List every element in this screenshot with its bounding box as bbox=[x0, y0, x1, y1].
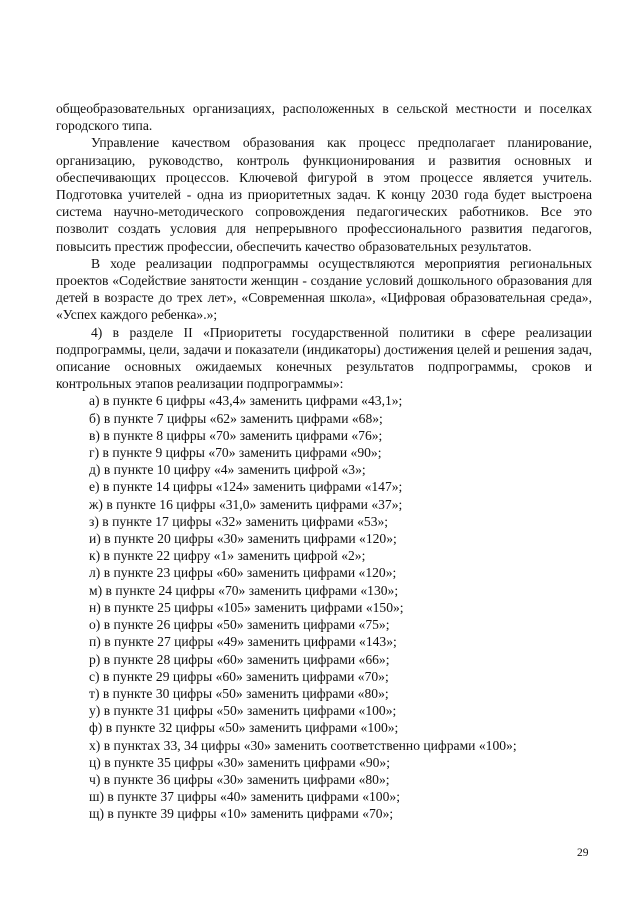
list-item: с) в пункте 29 цифры «60» заменить цифрами «70»; bbox=[89, 668, 389, 684]
list-item: з) в пункте 17 цифры «32» заменить цифрами «53»; bbox=[89, 513, 389, 529]
list-item: к) в пункте 22 цифру «1» заменить цифрой «2»; bbox=[89, 548, 366, 564]
document-page bbox=[56, 100, 592, 823]
list-item: а) в пункте 6 цифры «43,4» заменить цифрами «43,1»; bbox=[89, 393, 403, 409]
paragraph-quality-management: Управление качеством образования как процесс предполагает планирование, организацию, руководство, контроль функционирования и развития основных и обеспечивающих процессов. Ключевой фигурой в этом процессе является учитель. Подготовка учителей - одна из приоритетных задач. К концу 2030 года будет выстроена система научно-методического сопровождения педагогических работников. Все это позволит создать условия для непрерывного профессионального развития педагогов, повысить престиж профессии, обеспечить качество образовательных результатов. bbox=[56, 135, 592, 254]
list-item: щ) в пункте 39 цифры «10» заменить цифрами «70»; bbox=[89, 806, 394, 822]
list-item: п) в пункте 27 цифры «49» заменить цифрами «143»; bbox=[89, 634, 397, 650]
list-item: ч) в пункте 36 цифры «30» заменить цифрами «80»; bbox=[89, 771, 390, 787]
list-item: д) в пункте 10 цифру «4» заменить цифрой «3»; bbox=[89, 462, 366, 478]
list-item: о) в пункте 26 цифры «50» заменить цифрами «75»; bbox=[89, 617, 390, 633]
list-item: ф) в пункте 32 цифры «50» заменить цифрами «100»; bbox=[89, 720, 399, 736]
amendment-list bbox=[56, 392, 592, 822]
list-item: р) в пункте 28 цифры «60» заменить цифрами «66»; bbox=[89, 651, 390, 667]
list-item: ш) в пункте 37 цифры «40» заменить цифрами «100»; bbox=[89, 789, 400, 805]
list-item: б) в пункте 7 цифры «62» заменить цифрами «68»; bbox=[89, 410, 383, 426]
list-item: м) в пункте 24 цифры «70» заменить цифрами «130»; bbox=[89, 582, 399, 598]
list-item: у) в пункте 31 цифры «50» заменить цифрами «100»; bbox=[89, 703, 397, 719]
list-item: и) в пункте 20 цифры «30» заменить цифрами «120»; bbox=[89, 531, 397, 547]
list-item: ц) в пункте 35 цифры «30» заменить цифрами «90»; bbox=[89, 754, 390, 770]
list-item: г) в пункте 9 цифры «70» заменить цифрами «90»; bbox=[89, 445, 382, 461]
list-item: х) в пунктах 33, 34 цифры «30» заменить соответственно цифрами «100»; bbox=[89, 737, 517, 753]
list-item: в) в пункте 8 цифры «70» заменить цифрами «76»; bbox=[89, 427, 383, 443]
list-item: л) в пункте 23 цифры «60» заменить цифрами «120»; bbox=[89, 565, 397, 581]
list-item: ж) в пункте 16 цифры «31,0» заменить цифрами «37»; bbox=[89, 496, 403, 512]
list-item: н) в пункте 25 цифры «105» заменить цифрами «150»; bbox=[89, 599, 404, 615]
list-item: е) в пункте 14 цифры «124» заменить цифрами «147»; bbox=[89, 479, 403, 495]
page-number: 29 bbox=[577, 847, 589, 859]
paragraph-section-two: 4) в разделе II «Приоритеты государственной политики в сфере реализации подпрограммы, цели, задачи и показатели (индикаторы) достижения целей и решения задач, описание основных ожидаемых конечных результатов подпрограммы, сроков и контрольных этапов реализации подпрограммы»: bbox=[56, 324, 592, 392]
paragraph-regional-projects: В ходе реализации подпрограммы осуществляются мероприятия региональных проектов «Содействие занятости женщин - создание условий дошкольного образования для детей в возрасте до трех лет», «Современная школа», «Цифровая образовательная среда», «Успех каждого ребенка».»; bbox=[56, 255, 592, 323]
paragraph-continuation: общеобразовательных организациях, расположенных в сельской местности и поселках городского типа. bbox=[56, 101, 592, 134]
list-item: т) в пункте 30 цифры «50» заменить цифрами «80»; bbox=[89, 685, 389, 701]
